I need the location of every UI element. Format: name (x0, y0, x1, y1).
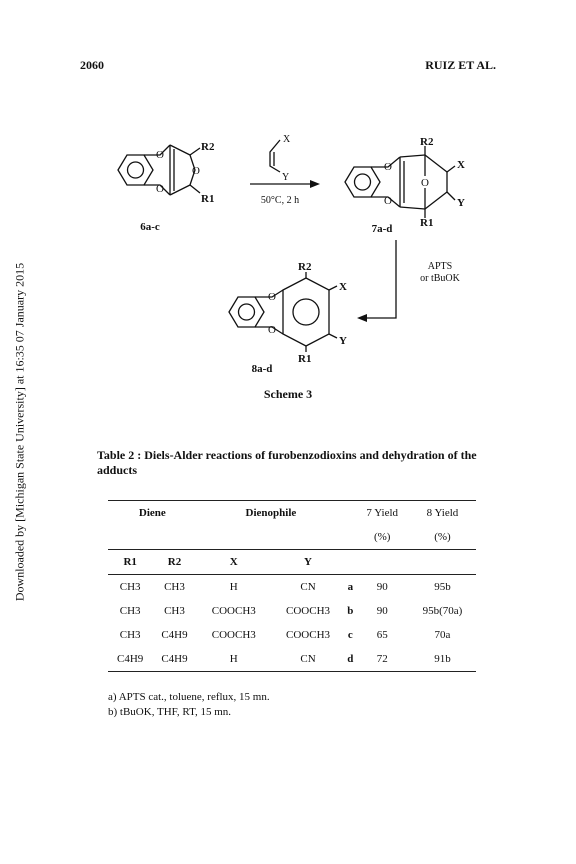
scheme-title: Scheme 3 (263, 387, 313, 401)
dehydration-conditions-line-1: APTS (427, 261, 453, 272)
cell-y: CN (300, 581, 316, 593)
x-label: X (457, 159, 465, 171)
cell-yield7: 72 (376, 653, 388, 665)
cell-yield7: 90 (376, 581, 388, 593)
cell-r2: C4H9 (161, 653, 188, 665)
cell-yield8: 70a (434, 629, 451, 641)
cell-yield7: 90 (376, 605, 388, 617)
table-footnotes (108, 690, 270, 720)
cell-x: COOCH3 (211, 605, 256, 617)
results-table (108, 500, 476, 672)
table-row (108, 623, 476, 647)
cell-yield8: 95b(70a) (422, 605, 463, 617)
footnote-a: a) APTS cat., toluene, reflux, 15 mn. (108, 691, 270, 703)
cell-yield7: 65 (376, 629, 388, 641)
cell-y: COOCH3 (286, 605, 331, 617)
dienophile-x-label: X (283, 134, 291, 145)
table-column-header-row (108, 550, 476, 575)
table-unit-row (108, 525, 476, 550)
cell-r1: CH3 (119, 605, 141, 617)
table-caption (97, 448, 482, 478)
dienophile-y-label: Y (282, 172, 290, 183)
r1-label: R1 (420, 217, 434, 229)
ring-oxygen-label: O (156, 183, 164, 195)
table-row (108, 647, 476, 672)
r2-label: R2 (420, 136, 434, 148)
cell-y: COOCH3 (286, 629, 331, 641)
col-header-y: Y (304, 556, 312, 568)
dienophile-header: Dienophile (245, 507, 297, 519)
cell-r1: CH3 (119, 629, 141, 641)
cell-y: CN (300, 653, 316, 665)
table-row (108, 575, 476, 600)
cell-entry: a (347, 581, 354, 593)
compound-6-label: 6a-c (140, 221, 160, 233)
ring-oxygen-label: O (384, 195, 392, 207)
compound-7-label: 7a-d (371, 223, 393, 235)
table-caption-text: Table 2 : Diels-Alder reactions of furobenzodioxins and dehydration of the adducts (97, 448, 477, 477)
yield8-header: 8 Yield (426, 507, 459, 519)
running-head: RUIZ ET AL. (425, 58, 496, 72)
cell-r2: CH3 (164, 605, 185, 617)
cell-yield8: 95b (434, 581, 451, 593)
forward-conditions: 50°C, 2 h (260, 195, 300, 206)
table-row (108, 599, 476, 623)
cell-r1: C4H9 (117, 653, 144, 665)
cell-r1: CH3 (119, 581, 141, 593)
bridge-oxygen-label: O (421, 177, 429, 189)
compound-8-label: 8a-d (251, 363, 273, 375)
cell-x: H (229, 581, 238, 593)
ring-oxygen-label: O (268, 291, 276, 303)
r2-label: R2 (201, 141, 215, 153)
ring-oxygen-label: O (384, 161, 392, 173)
page-number: 2060 (80, 58, 104, 72)
ring-oxygen-label: O (268, 324, 276, 336)
furan-oxygen-label: O (192, 165, 200, 177)
reaction-scheme (0, 0, 576, 430)
yield8-unit: (%) (409, 525, 476, 550)
col-header-r1: R1 (123, 556, 137, 568)
yield7-header: 7 Yield (366, 507, 399, 519)
col-header-x: X (229, 556, 238, 568)
r1-label: R1 (201, 193, 215, 205)
col-header-r2: R2 (167, 556, 182, 568)
r1-label: R1 (298, 353, 312, 365)
cell-r2: CH3 (164, 581, 185, 593)
ring-oxygen-label: O (156, 149, 164, 161)
y-label: Y (457, 197, 465, 209)
cell-x: H (229, 653, 238, 665)
r2-label: R2 (298, 261, 312, 273)
cell-entry: b (347, 605, 354, 617)
cell-entry: d (347, 653, 354, 665)
footnote-b: b) tBuOK, THF, RT, 15 mn. (108, 706, 232, 718)
dehydration-conditions-line-2: or tBuOK (420, 273, 460, 284)
cell-r2: C4H9 (161, 629, 188, 641)
cell-entry: c (347, 629, 353, 641)
yield7-unit: (%) (355, 525, 408, 550)
cell-x: COOCH3 (211, 629, 256, 641)
x-label: X (339, 281, 347, 293)
download-watermark: Downloaded by [Michigan State University] at 16:35 07 January 2015 (12, 262, 27, 602)
y-label: Y (339, 335, 347, 347)
cell-yield8: 91b (434, 653, 451, 665)
table-group-header-row (108, 501, 476, 526)
diene-header: Diene (138, 507, 166, 519)
